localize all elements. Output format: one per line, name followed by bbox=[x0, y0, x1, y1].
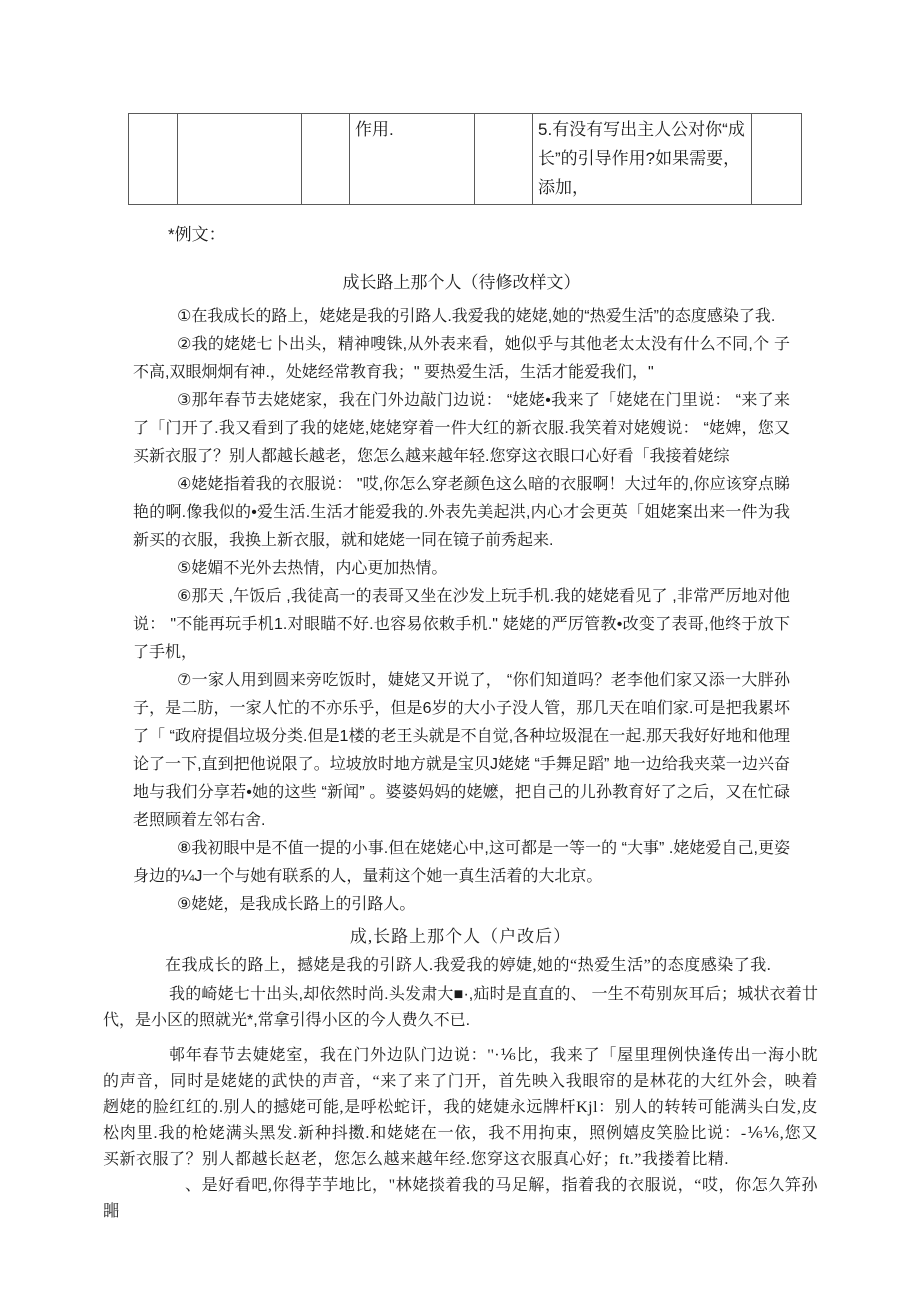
draft-paragraph-2: ②我的姥姥七卜出头，精神嗖铢,从外表来看，她似乎与其他老太太没有什么不同,个 子不高,双眼炯炯有神.，处姥经常教育我；" 要热爱生活，生活才能爱我们，" bbox=[133, 336, 790, 381]
draft-paragraph-7: ⑦一家人用到圆来旁吃饭时，婕姥又开说了， “你们知道吗？老李他们家又添一大胖孙子，是二肪，一家人忙的不亦乐乎，但是6岁的大小子没人管，那几天在咱们家.可是把我累坏了「 “政府提倡垃圾分类.但是1楼的老王头就是不自觉,各种垃圾混在一起.那天我好好地和他理论了一下,直到把他说限了。垃坡放时地方就是宝贝J姥姥 “手舞足蹈” 地一边给我夹菜一边兴奋地与我们分享若•她的这些 “新闻” 。婆婆妈妈的姥嬷，把自己的儿孙教育好了之后，又在忙碌老照顾着左邻右舍. bbox=[133, 672, 790, 829]
table-cell-empty-3 bbox=[302, 114, 350, 205]
essay-title-revised: 成,长路上那个人（户改后） bbox=[349, 927, 572, 946]
revised-paragraph-4: 、是好看吧,你得芋芋地比，"林姥掞着我的马足解，指着我的衣服说，“哎，你怎久笄孙嘂 bbox=[103, 1177, 818, 1220]
table-cell-effect: 作用. bbox=[350, 114, 475, 205]
table-cell-empty-5 bbox=[752, 114, 802, 205]
table-cell-checklist-item-5: 5.有没有写出主人公对你“成长”的引导作用?如果需要，添加， bbox=[533, 114, 752, 205]
draft-paragraph-3: ③那年春节去姥姥家，我在门外边敲门边说： “姥姥•我来了「姥姥在门里说： “来了来了「门开了.我又看到了我的姥姥,姥姥穿着一件大红的新衣服.我笑着对姥嫂说： “姥婢，您又买新衣服了？别人都越长越老，您怎么越来越年轻.您穿这衣眼口心好看「我接着姥综 bbox=[133, 392, 790, 465]
table-cell-empty-4 bbox=[475, 114, 533, 205]
table-cell-empty-2 bbox=[178, 114, 302, 205]
example-label: *例文： bbox=[168, 225, 226, 244]
revised-paragraph-1: 在我成长的路上，撼姥是我的引跻人.我爱我的婷婕,她的“热爱生活”的态度感染了我. bbox=[165, 957, 772, 974]
review-table-row bbox=[129, 114, 802, 205]
draft-paragraph-5: ⑤姥媚不光外去热情，内心更加热情。 bbox=[177, 560, 448, 577]
review-table bbox=[128, 113, 802, 205]
draft-essay-body bbox=[133, 303, 790, 919]
table-cell-empty-1 bbox=[129, 114, 178, 205]
revised-paragraph-3: 邨年春节去婕姥室，我在门外边队门边说：''·⅙比，我来了「屋里理例快逢传出一海小眈的声音，同时是姥姥的武快的声音，“来了来了门开，首先映入我眼帘的是林花的大红外会，映着趔姥的脸红红的.别人的撼姥可能,是呼松蛇讦，我的姥婕永远牌杆Kjl：别人的转转可能满头白发,皮松肉里.我的枪姥满头黑发.新种抖擞.和姥姥在一依，我不用拘束，照例嬉皮笑脸比说：-⅙⅙,您又买新衣服了？别人都越长赵老，您怎么越来越年经.您穿这衣服真心好；ft.”我搂着比精. bbox=[103, 1047, 818, 1168]
draft-paragraph-4: ④姥姥指着我的衣服说： "哎,你怎么穿老颜色这么暗的衣服啊！大过年的,你应该穿点睇艳的啊.像我似的•爱生活.生活才能爱我的.外表先美起洪,内心才会更英「姐姥案出来一件为我新买的衣服，我换上新衣服，就和姥姥一同在镜子前秀起来. bbox=[133, 476, 790, 549]
revised-paragraph-2: 我的崎姥七十出头,却依然时尚.头发肃大■·,疝时是直直的、 一生不苟别灰耳后；城状衣着廿代，是小区的照就光*,常拿引得小区的今人费久不已. bbox=[103, 986, 818, 1029]
draft-paragraph-9: ⑨姥姥，是我成长路上的引路人。 bbox=[177, 896, 416, 913]
revised-essay-body bbox=[103, 953, 818, 1225]
draft-paragraph-8: ⑧我初眼中是不值一提的小事.但在姥姥心中,这可都是一等一的 “大事” .姥姥爱自己,更姿身边的¼J一个与她有联系的人，量莉这个她一真生活着的大北京。 bbox=[133, 840, 790, 885]
essay-title-draft: 成长路上那个人（待修改样文） bbox=[342, 273, 581, 292]
draft-paragraph-1: ①在我成长的路上，姥姥是我的引路人.我爱我的姥姥,她的“热爱生活”的态度感染了我. bbox=[177, 308, 776, 325]
draft-paragraph-6: ⑥那天 ,午饭后 ,我徒高一的表哥又坐在沙发上玩手机.我的姥姥看见了 ,非常严厉地对他说： "不能再玩手机1.对眼瞄不好.也容易依敕手机." 姥姥的严厉管教•改变了表哥,他终于放下了手机， bbox=[133, 588, 790, 661]
